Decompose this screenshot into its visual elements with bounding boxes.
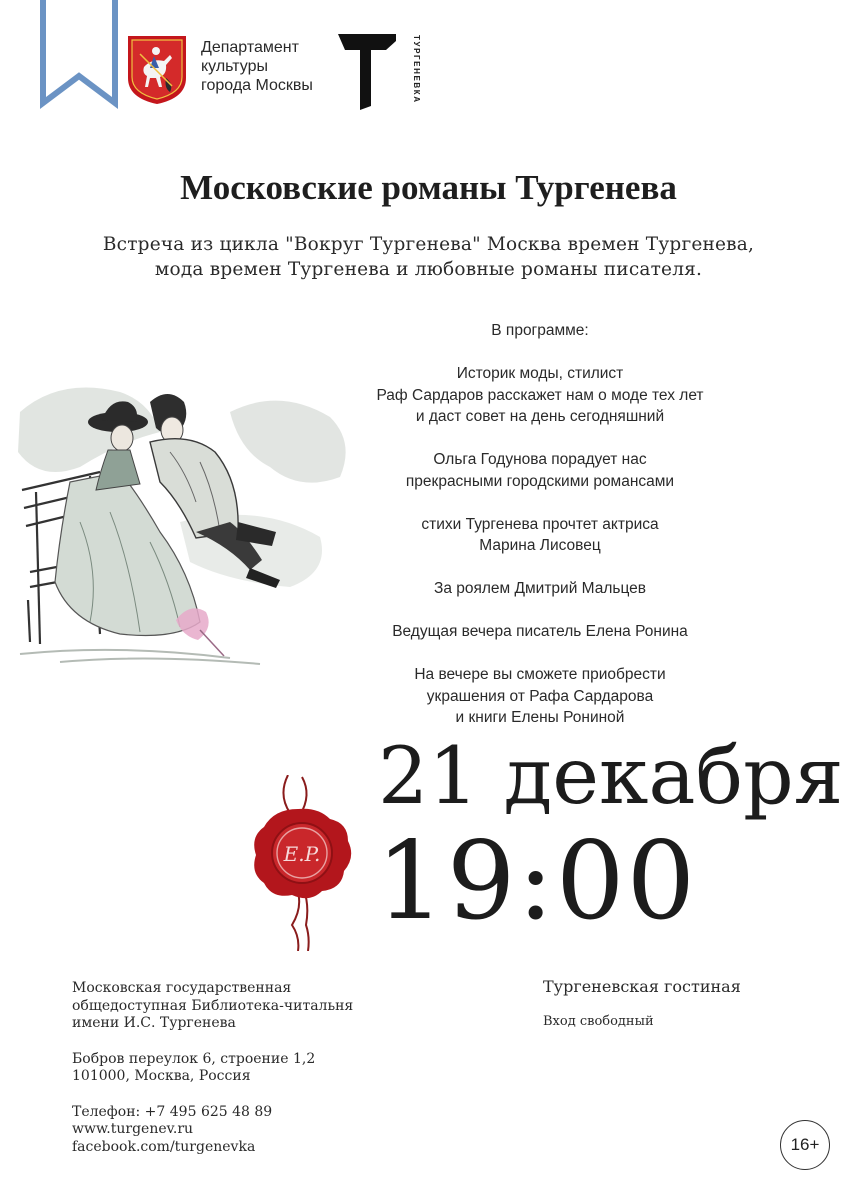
program-item: За роялем Дмитрий Мальцев [433, 580, 647, 597]
program-list [360, 320, 720, 750]
event-subtitle: Встреча из цикла "Вокруг Тургенева" Москва времен Тургенева, мода времен Тургенева и любовные романы писателя. [102, 234, 755, 280]
library-address: Московская государственная общедоступная Библиотека-читальня имени И.С. Тургенева Бобров переулок 6, строение 1,2 101000, Москва, Россия Телефон: +7 495 625 48 89 www.turgenev.ru facebook.com/turgenevka [72, 980, 354, 1155]
facebook-link[interactable]: facebook.com/turgenevka [72, 1138, 256, 1155]
couple-on-bench-illustration [0, 372, 360, 672]
program-item: Историк моды, стилист Раф Сардаров расскажет нам о моде тех лет и даст совет на день сегодняшний [376, 365, 704, 425]
turgenevka-vertical-label: ТУРГЕНЕВКА [412, 35, 421, 104]
turgenevka-logo-icon [338, 34, 400, 110]
event-title: Московские романы Тургенева [180, 168, 677, 207]
wax-seal-icon [248, 775, 360, 951]
seal-monogram: E.P. [283, 842, 321, 866]
moscow-coat-of-arms-icon [126, 34, 188, 106]
entry-info: Вход свободный [543, 1014, 654, 1029]
program-item: Ведущая вечера писатель Елена Ронина [392, 623, 688, 640]
venue-name: Тургеневская гостиная [543, 977, 741, 996]
event-time: 19:00 [376, 819, 698, 944]
bookmark-icon [40, 0, 118, 110]
program-heading: В программе: [491, 322, 589, 339]
department-name: Департамент культуры города Москвы [201, 39, 313, 94]
program-item: На вечере вы сможете приобрести украшения от Рафа Сардарова и книги Елены Рониной [414, 666, 666, 726]
age-rating-badge: 16+ [780, 1120, 830, 1170]
phone: Телефон: +7 495 625 48 89 [72, 1103, 273, 1120]
program-item: Ольга Годунова порадует нас прекрасными городскими романсами [405, 451, 675, 490]
program-item: стихи Тургенева прочтет актриса Марина Лисовец [421, 515, 659, 554]
event-date: 21 декабря [378, 730, 844, 822]
website-link[interactable]: www.turgenev.ru [72, 1121, 194, 1137]
